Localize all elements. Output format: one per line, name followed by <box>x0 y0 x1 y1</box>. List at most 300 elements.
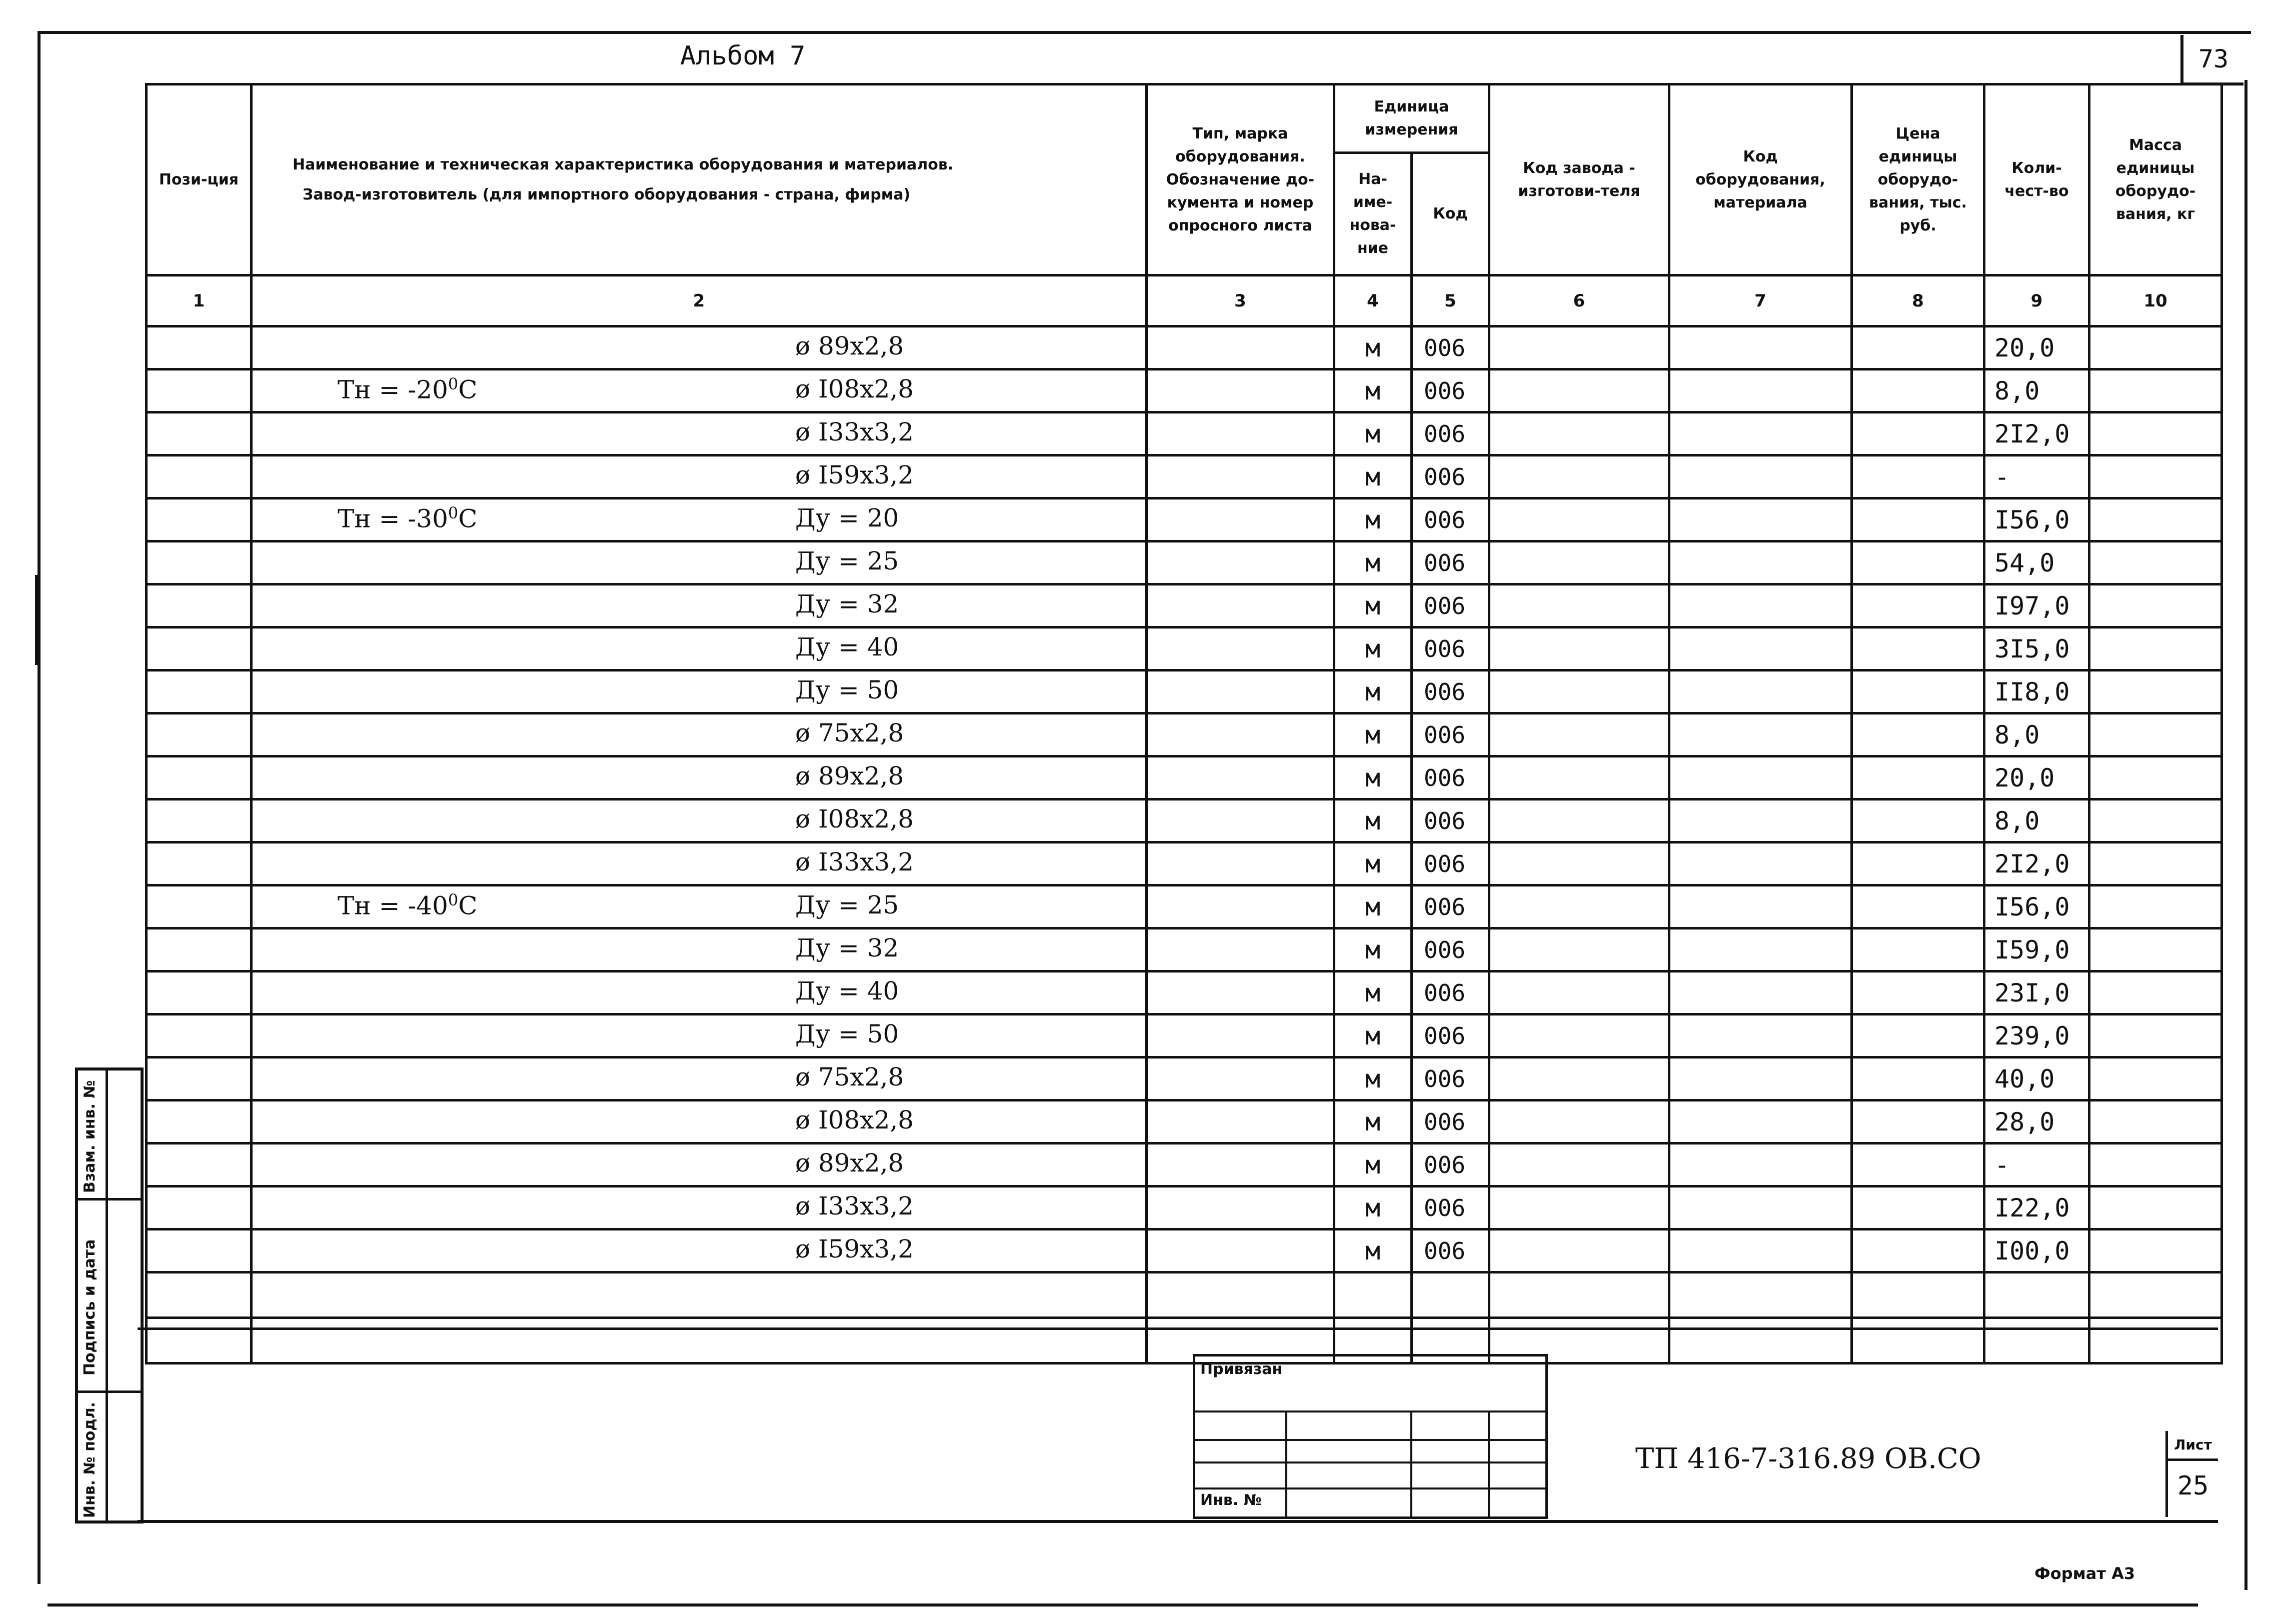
item-size: ø 75х2,8 <box>795 1062 904 1092</box>
equipment-code-cell <box>1669 1014 1852 1058</box>
position-cell <box>147 1058 252 1100</box>
album-title: Альбом 7 <box>680 41 806 71</box>
quantity-cell: 20,0 <box>1984 756 2089 800</box>
quantity-cell: 20,0 <box>1984 326 2089 370</box>
mass-cell <box>2089 842 2222 886</box>
mass-cell <box>2089 370 2222 412</box>
position-cell <box>147 972 252 1014</box>
table-row <box>147 498 2222 542</box>
type-cell <box>1147 714 1334 756</box>
temperature-unit: С <box>458 504 478 534</box>
position-cell <box>147 370 252 412</box>
mass-cell <box>2089 972 2222 1014</box>
type-cell <box>1147 498 1334 542</box>
unit-name-cell: м <box>1334 326 1412 370</box>
unit-name-cell: м <box>1334 972 1412 1014</box>
equipment-code-cell <box>1669 756 1852 800</box>
quantity-cell: 8,0 <box>1984 800 2089 842</box>
unit-name-cell: м <box>1334 842 1412 886</box>
price-cell <box>1852 1100 1984 1144</box>
type-cell <box>1147 842 1334 886</box>
sheet-label: Лист <box>2168 1431 2218 1461</box>
item-size: ø I33х3,2 <box>795 1192 914 1220</box>
col-position-header: Пози-ция <box>147 84 252 276</box>
name-cell <box>252 498 1147 542</box>
name-cell <box>252 326 1147 370</box>
attachment-stamp <box>1193 1354 1548 1519</box>
type-cell <box>1147 326 1334 370</box>
unit-code-cell: 006 <box>1412 1230 1489 1272</box>
unit-name-cell: м <box>1334 1014 1412 1058</box>
table-row <box>147 370 2222 412</box>
unit-name-cell: м <box>1334 1186 1412 1230</box>
name-cell <box>252 800 1147 842</box>
col-unit-name-header: На-име-нова-ние <box>1334 153 1412 276</box>
quantity-cell: 54,0 <box>1984 542 2089 584</box>
price-cell <box>1852 756 1984 800</box>
price-cell <box>1852 1058 1984 1100</box>
unit-name-cell: м <box>1334 456 1412 498</box>
equipment-code-cell <box>1669 886 1852 928</box>
price-cell <box>1852 928 1984 972</box>
unit-name-cell: м <box>1334 670 1412 714</box>
table-row <box>147 842 2222 886</box>
item-size: ø 89х2,8 <box>795 1148 904 1178</box>
unit-name-cell: м <box>1334 498 1412 542</box>
quantity-cell: - <box>1984 456 2089 498</box>
col-name-header-line2: Завод-изготовитель (для импортного оборудования - страна, фирма) <box>303 186 911 204</box>
table-row <box>147 412 2222 456</box>
position-cell <box>147 886 252 928</box>
degree-mark: 0 <box>448 504 459 522</box>
name-cell <box>252 714 1147 756</box>
mass-cell <box>2089 584 2222 628</box>
type-cell <box>1147 886 1334 928</box>
item-size: Ду = 40 <box>795 632 899 662</box>
factory-code-cell <box>1489 842 1669 886</box>
mass-cell <box>2089 928 2222 972</box>
unit-code-cell: 006 <box>1412 800 1489 842</box>
mass-cell <box>2089 412 2222 456</box>
type-cell <box>1147 456 1334 498</box>
factory-code-cell <box>1489 886 1669 928</box>
document-number: ТП 416-7-316.89 ОВ.СО <box>1635 1442 1981 1475</box>
stamp-line <box>1488 1412 1490 1516</box>
mass-cell <box>2089 326 2222 370</box>
quantity-cell: 23I,0 <box>1984 972 2089 1014</box>
column-number: 1 <box>147 276 252 326</box>
equipment-code-cell <box>1669 326 1852 370</box>
mass-cell <box>2089 498 2222 542</box>
equipment-code-cell <box>1669 670 1852 714</box>
mass-cell <box>2089 670 2222 714</box>
name-cell <box>252 628 1147 670</box>
degree-mark: 0 <box>448 374 459 394</box>
stamp-line <box>1195 1410 1545 1412</box>
price-cell <box>1852 412 1984 456</box>
col-price-header: Цена единицы оборудо-вания, тыс. руб. <box>1852 84 1984 276</box>
factory-code-cell <box>1489 412 1669 456</box>
type-cell <box>1147 412 1334 456</box>
unit-code-cell: 006 <box>1412 584 1489 628</box>
stamp-line <box>1195 1439 1545 1441</box>
unit-name-cell: м <box>1334 370 1412 412</box>
item-size: Ду = 50 <box>795 1020 899 1048</box>
price-cell <box>1852 670 1984 714</box>
col-unit-code-header: Код <box>1412 153 1489 276</box>
name-cell <box>252 412 1147 456</box>
unit-name-cell: м <box>1334 1058 1412 1100</box>
name-cell <box>252 1100 1147 1144</box>
factory-code-cell <box>1489 456 1669 498</box>
position-cell <box>147 498 252 542</box>
equipment-code-cell <box>1669 628 1852 670</box>
column-number: 2 <box>252 276 1147 326</box>
type-cell <box>1147 670 1334 714</box>
unit-code-cell: 006 <box>1412 326 1489 370</box>
temperature-label <box>338 374 478 404</box>
mass-cell <box>2089 1144 2222 1186</box>
factory-code-cell <box>1489 628 1669 670</box>
factory-code-cell <box>1489 542 1669 584</box>
item-size: Ду = 32 <box>795 934 899 962</box>
type-cell <box>1147 972 1334 1014</box>
type-cell <box>1147 1058 1334 1100</box>
position-cell <box>147 800 252 842</box>
side-label-original-inv: Инв. № подл. <box>81 1402 99 1518</box>
table-row <box>147 800 2222 842</box>
price-cell <box>1852 1014 1984 1058</box>
table-row <box>147 1058 2222 1100</box>
name-cell <box>252 1144 1147 1186</box>
name-cell <box>252 584 1147 628</box>
unit-name-cell: м <box>1334 628 1412 670</box>
unit-code-cell: 006 <box>1412 628 1489 670</box>
sheet-box <box>2165 1431 2218 1517</box>
type-cell <box>1147 1014 1334 1058</box>
quantity-cell: I59,0 <box>1984 928 2089 972</box>
position-cell <box>147 584 252 628</box>
type-cell <box>1147 628 1334 670</box>
col-quantity-header: Коли-чест-во <box>1984 84 2089 276</box>
mass-cell <box>2089 542 2222 584</box>
position-cell <box>147 1186 252 1230</box>
position-cell <box>147 1014 252 1058</box>
equipment-code-cell <box>1669 800 1852 842</box>
type-cell <box>1147 1186 1334 1230</box>
format-label: Формат А3 <box>2034 1564 2135 1583</box>
price-cell <box>1852 842 1984 886</box>
position-cell <box>147 842 252 886</box>
item-size: ø I59х3,2 <box>795 460 914 490</box>
unit-code-cell: 006 <box>1412 756 1489 800</box>
item-size: Ду = 20 <box>795 504 899 532</box>
type-cell <box>1147 928 1334 972</box>
table-row <box>147 326 2222 370</box>
position-cell <box>147 756 252 800</box>
equipment-code-cell <box>1669 542 1852 584</box>
equipment-code-cell <box>1669 1100 1852 1144</box>
position-cell <box>147 670 252 714</box>
factory-code-cell <box>1489 1058 1669 1100</box>
mass-cell <box>2089 886 2222 928</box>
unit-name-cell: м <box>1334 714 1412 756</box>
name-cell <box>252 842 1147 886</box>
price-cell <box>1852 456 1984 498</box>
price-cell <box>1852 886 1984 928</box>
name-cell <box>252 972 1147 1014</box>
col-factory-code-header: Код завода - изготови-теля <box>1489 84 1669 276</box>
name-cell <box>252 886 1147 928</box>
column-number: 4 <box>1334 276 1412 326</box>
equipment-code-cell <box>1669 1186 1852 1230</box>
type-cell <box>1147 1144 1334 1186</box>
item-size: Ду = 25 <box>795 890 899 920</box>
factory-code-cell <box>1489 1230 1669 1272</box>
column-number: 7 <box>1669 276 1852 326</box>
quantity-cell: 239,0 <box>1984 1014 2089 1058</box>
factory-code-cell <box>1489 584 1669 628</box>
name-cell <box>252 542 1147 584</box>
col-name-header-line1: Наименование и техническая характеристика оборудования и материалов. <box>293 156 954 174</box>
side-stamp <box>75 1068 144 1524</box>
temperature-label <box>338 504 478 534</box>
bottom-area-frame <box>138 1328 2218 1523</box>
equipment-code-cell <box>1669 370 1852 412</box>
table-row <box>147 886 2222 928</box>
unit-code-cell: 006 <box>1412 412 1489 456</box>
table-row <box>147 1100 2222 1144</box>
unit-code-cell: 006 <box>1412 456 1489 498</box>
equipment-code-cell <box>1669 1058 1852 1100</box>
factory-code-cell <box>1489 670 1669 714</box>
unit-name-cell: м <box>1334 756 1412 800</box>
equipment-code-cell <box>1669 498 1852 542</box>
quantity-cell: 2I2,0 <box>1984 842 2089 886</box>
unit-name-cell: м <box>1334 542 1412 584</box>
factory-code-cell <box>1489 756 1669 800</box>
equipment-code-cell <box>1669 1230 1852 1272</box>
price-cell <box>1852 1186 1984 1230</box>
unit-code-cell: 006 <box>1412 886 1489 928</box>
equipment-code-cell <box>1669 412 1852 456</box>
column-number: 6 <box>1489 276 1669 326</box>
name-cell <box>252 1186 1147 1230</box>
item-size: ø I33х3,2 <box>795 418 914 446</box>
degree-mark: 0 <box>448 890 459 910</box>
column-number: 10 <box>2089 276 2222 326</box>
item-size: Ду = 40 <box>795 976 899 1006</box>
mass-cell <box>2089 714 2222 756</box>
mass-cell <box>2089 800 2222 842</box>
column-number: 9 <box>1984 276 2089 326</box>
empty-row <box>147 1272 2222 1318</box>
page-number: 73 <box>2180 35 2243 86</box>
name-cell <box>252 756 1147 800</box>
factory-code-cell <box>1489 928 1669 972</box>
stamp-inv-label: Инв. № <box>1200 1492 1262 1509</box>
table-row <box>147 670 2222 714</box>
unit-name-cell: м <box>1334 1230 1412 1272</box>
column-number: 3 <box>1147 276 1334 326</box>
table-row <box>147 928 2222 972</box>
name-cell <box>252 928 1147 972</box>
mass-cell <box>2089 756 2222 800</box>
table-row <box>147 756 2222 800</box>
col-unit-group-header: Единица измерения <box>1334 84 1489 153</box>
unit-code-cell: 006 <box>1412 542 1489 584</box>
mass-cell <box>2089 628 2222 670</box>
margin-mark <box>35 575 38 665</box>
price-cell <box>1852 628 1984 670</box>
position-cell <box>147 714 252 756</box>
mass-cell <box>2089 456 2222 498</box>
unit-code-cell: 006 <box>1412 1058 1489 1100</box>
price-cell <box>1852 1144 1984 1186</box>
type-cell <box>1147 800 1334 842</box>
quantity-cell: I56,0 <box>1984 886 2089 928</box>
item-size: Ду = 32 <box>795 590 899 618</box>
type-cell <box>1147 1230 1334 1272</box>
equipment-code-cell <box>1669 584 1852 628</box>
factory-code-cell <box>1489 1014 1669 1058</box>
table-row <box>147 456 2222 498</box>
equipment-code-cell <box>1669 928 1852 972</box>
stamp-line <box>1410 1412 1412 1516</box>
quantity-cell: - <box>1984 1144 2089 1186</box>
temperature-value: Тн = -40 <box>338 891 448 920</box>
side-stamp-divider <box>78 1390 141 1393</box>
name-cell <box>252 670 1147 714</box>
unit-code-cell: 006 <box>1412 370 1489 412</box>
side-label-replacement-inv: Взам. инв. № <box>81 1080 99 1193</box>
table-row <box>147 1186 2222 1230</box>
position-cell <box>147 326 252 370</box>
table-body <box>147 326 2222 1272</box>
unit-name-cell: м <box>1334 1100 1412 1144</box>
unit-code-cell: 006 <box>1412 1014 1489 1058</box>
col-equipment-code-header: Код оборудования, материала <box>1669 84 1852 276</box>
quantity-cell: I56,0 <box>1984 498 2089 542</box>
price-cell <box>1852 800 1984 842</box>
mass-cell <box>2089 1230 2222 1272</box>
unit-code-cell: 006 <box>1412 498 1489 542</box>
table-row <box>147 628 2222 670</box>
item-size: ø 89х2,8 <box>795 332 904 360</box>
quantity-cell: 8,0 <box>1984 370 2089 412</box>
name-cell <box>252 456 1147 498</box>
item-size: ø I33х3,2 <box>795 848 914 876</box>
mass-cell <box>2089 1186 2222 1230</box>
mass-cell <box>2089 1058 2222 1100</box>
name-cell <box>252 1230 1147 1272</box>
factory-code-cell <box>1489 1186 1669 1230</box>
item-size: ø I08х2,8 <box>795 1106 914 1134</box>
unit-name-cell: м <box>1334 800 1412 842</box>
factory-code-cell <box>1489 326 1669 370</box>
price-cell <box>1852 972 1984 1014</box>
position-cell <box>147 412 252 456</box>
quantity-cell: I22,0 <box>1984 1186 2089 1230</box>
specification-table <box>145 83 2223 1364</box>
type-cell <box>1147 1100 1334 1144</box>
item-size: Ду = 50 <box>795 676 899 704</box>
equipment-code-cell <box>1669 714 1852 756</box>
table-row <box>147 542 2222 584</box>
mass-cell <box>2089 1100 2222 1144</box>
header-row <box>147 84 2222 153</box>
unit-name-cell: м <box>1334 1144 1412 1186</box>
frame-right-edge <box>2244 80 2247 1590</box>
price-cell <box>1852 326 1984 370</box>
unit-name-cell: м <box>1334 886 1412 928</box>
frame-bottom-line <box>48 1604 2198 1606</box>
equipment-code-cell <box>1669 972 1852 1014</box>
table-row <box>147 714 2222 756</box>
item-size: ø I08х2,8 <box>795 374 914 404</box>
price-cell <box>1852 584 1984 628</box>
temperature-value: Тн = -20 <box>338 375 448 404</box>
temperature-unit: С <box>458 375 478 404</box>
name-cell <box>252 370 1147 412</box>
quantity-cell: 28,0 <box>1984 1100 2089 1144</box>
name-cell <box>252 1058 1147 1100</box>
quantity-cell: I00,0 <box>1984 1230 2089 1272</box>
quantity-cell: II8,0 <box>1984 670 2089 714</box>
position-cell <box>147 1144 252 1186</box>
price-cell <box>1852 370 1984 412</box>
type-cell <box>1147 542 1334 584</box>
position-cell <box>147 1230 252 1272</box>
position-cell <box>147 1100 252 1144</box>
mass-cell <box>2089 1014 2222 1058</box>
col-mass-header: Масса единицы оборудо-вания, кг <box>2089 84 2222 276</box>
temperature-label <box>338 890 478 920</box>
price-cell <box>1852 498 1984 542</box>
factory-code-cell <box>1489 714 1669 756</box>
column-number-row <box>147 276 2222 326</box>
price-cell <box>1852 542 1984 584</box>
unit-code-cell: 006 <box>1412 972 1489 1014</box>
factory-code-cell <box>1489 972 1669 1014</box>
stamp-attached-label: Привязан <box>1200 1360 1283 1378</box>
type-cell <box>1147 584 1334 628</box>
equipment-code-cell <box>1669 456 1852 498</box>
side-label-signature-date: Подпись и дата <box>81 1239 99 1376</box>
position-cell <box>147 928 252 972</box>
side-stamp-divider <box>78 1198 141 1200</box>
name-cell <box>252 1014 1147 1058</box>
factory-code-cell <box>1489 498 1669 542</box>
position-cell <box>147 628 252 670</box>
price-cell <box>1852 1230 1984 1272</box>
unit-code-cell: 006 <box>1412 1144 1489 1186</box>
table-row <box>147 1144 2222 1186</box>
position-cell <box>147 456 252 498</box>
item-size: ø 75х2,8 <box>795 718 904 748</box>
unit-name-cell: м <box>1334 412 1412 456</box>
stamp-line <box>1195 1462 1545 1464</box>
column-number: 8 <box>1852 276 1984 326</box>
item-size: ø I08х2,8 <box>795 804 914 834</box>
unit-code-cell: 006 <box>1412 1100 1489 1144</box>
price-cell <box>1852 714 1984 756</box>
column-number: 5 <box>1412 276 1489 326</box>
item-size: Ду = 25 <box>795 546 899 576</box>
col-type-header: Тип, марка оборудования. Обозначение до-кумента и номер опросного листа <box>1147 84 1334 276</box>
temperature-value: Тн = -30 <box>338 504 448 534</box>
stamp-line <box>1285 1412 1287 1516</box>
